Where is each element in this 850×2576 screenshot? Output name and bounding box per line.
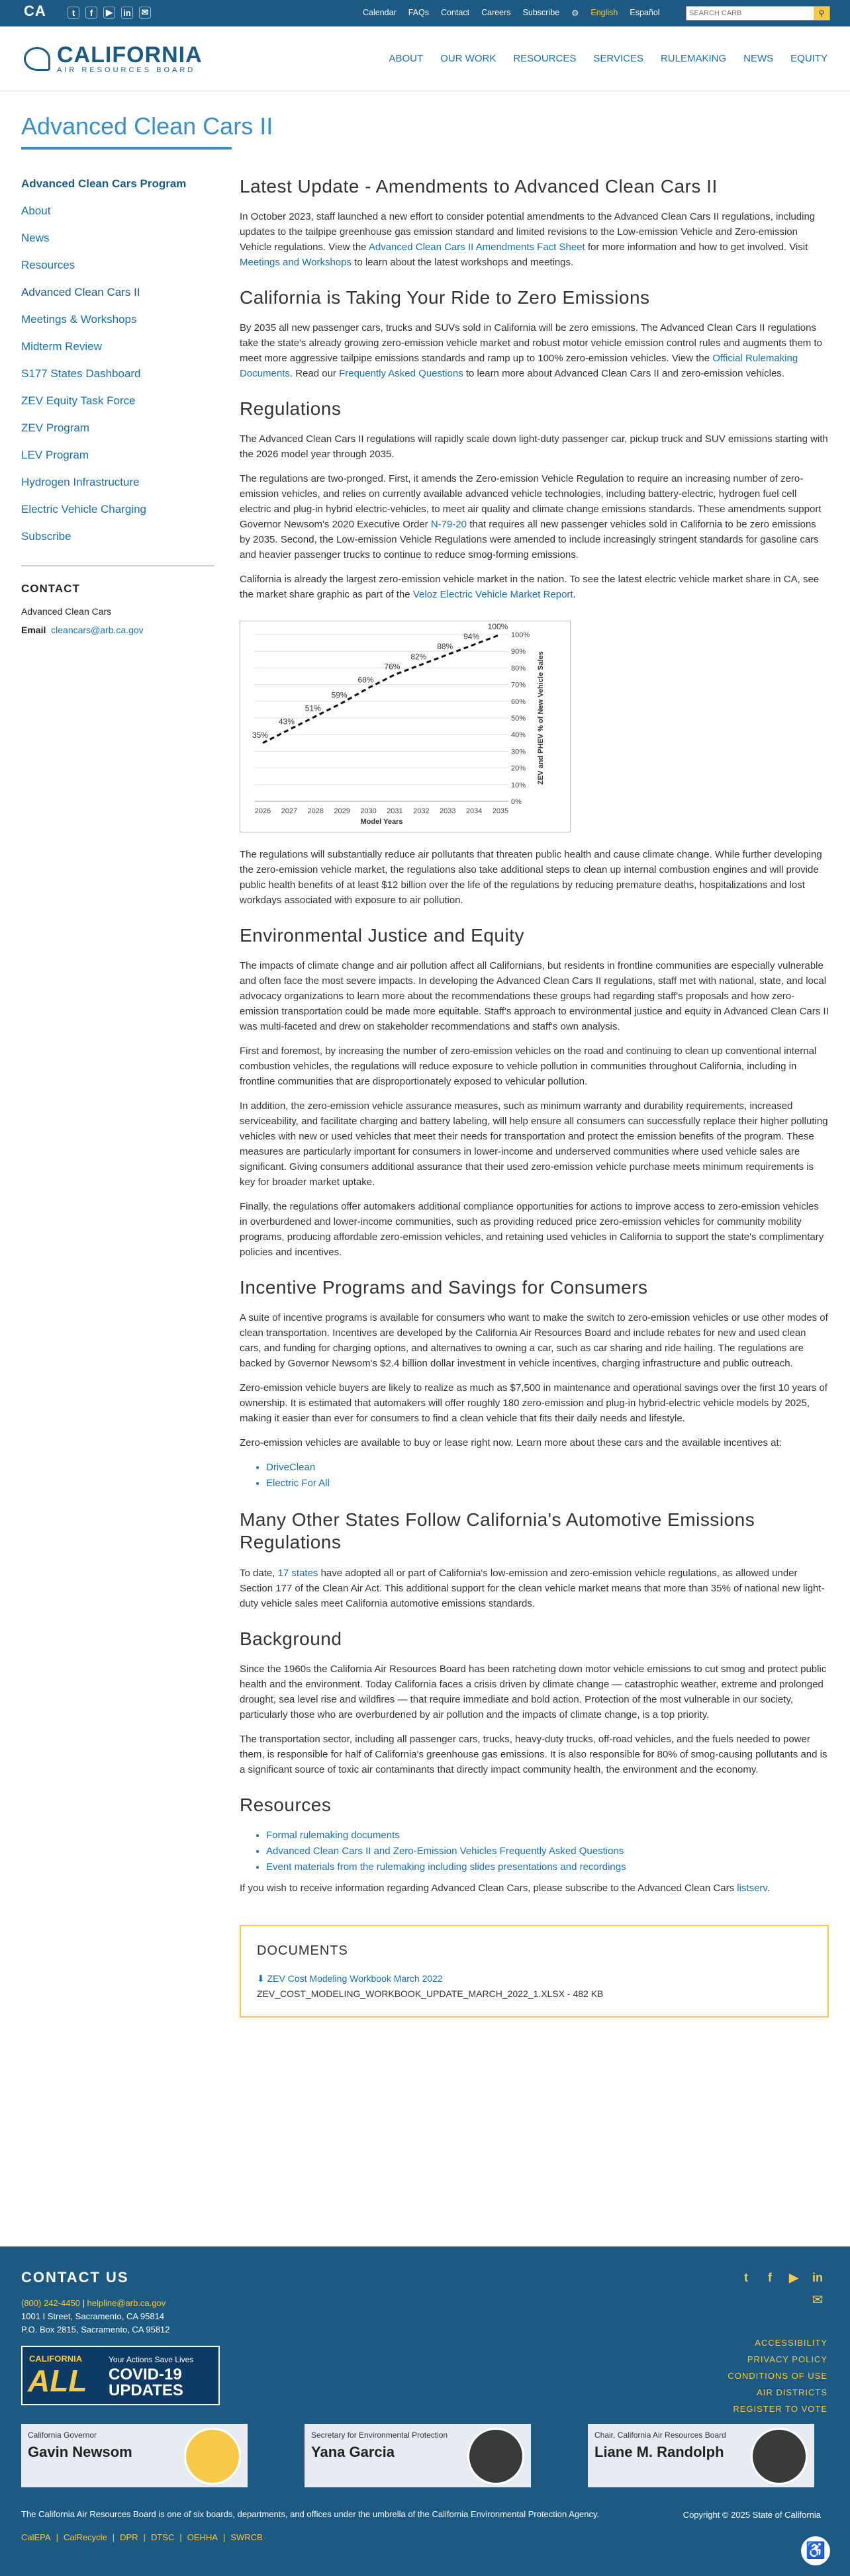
document-link-row bbox=[257, 1973, 812, 1984]
search-input[interactable] bbox=[686, 7, 812, 20]
email-icon[interactable]: ✉ bbox=[139, 7, 151, 19]
sidebar-item-news[interactable]: News bbox=[21, 232, 50, 244]
twitter-icon[interactable]: t bbox=[744, 2270, 748, 2284]
data-label: 94% bbox=[463, 632, 480, 642]
nav-about[interactable]: ABOUT bbox=[389, 53, 424, 64]
data-label: 51% bbox=[305, 703, 321, 713]
text: . Read our bbox=[289, 368, 340, 379]
y-tick-label: 30% bbox=[511, 748, 526, 756]
governor-card[interactable] bbox=[21, 2424, 248, 2487]
covid-updates: UPDATES bbox=[109, 2381, 183, 2399]
formal-rulemaking-link[interactable]: • Formal rulemaking documents bbox=[266, 1828, 829, 1843]
nav-rulemaking[interactable]: RULEMAKING bbox=[660, 53, 727, 64]
facebook-icon[interactable]: f bbox=[85, 7, 97, 19]
helpline-link[interactable]: helpline@arb.ca.gov bbox=[87, 2298, 166, 2308]
text: to learn about the latest workshops and meetings. bbox=[351, 257, 574, 268]
main-content bbox=[240, 172, 829, 2018]
faq-resource-link[interactable]: • Advanced Clean Cars II and Zero-Emission Vehicles Frequently Asked Questions bbox=[266, 1843, 829, 1859]
executive-order-link[interactable]: N-79-20 bbox=[430, 519, 467, 530]
text: for more information and how to get involved. Visit bbox=[585, 242, 808, 253]
utility-links bbox=[363, 8, 660, 18]
card-name: Gavin Newsom bbox=[28, 2444, 132, 2460]
settings-gear-icon[interactable]: ⚙ bbox=[571, 9, 579, 18]
dtsc-link[interactable]: DTSC bbox=[150, 2532, 175, 2542]
y-tick-label: 0% bbox=[511, 798, 522, 806]
text: to learn more about Advanced Clean Cars II and zero-emission vehicles. bbox=[463, 368, 784, 379]
sidebar-item-equity-task-force[interactable]: ZEV Equity Task Force bbox=[21, 394, 136, 407]
linkedin-icon[interactable]: in bbox=[121, 7, 133, 19]
incentives-paragraph-1: A suite of incentive programs is available for consumers who want to make the switch to zero-emission vehicles or use other modes of clean transportation. Incentives are developed by the California Air Resources Board and include rebates for new and used clean cars, and funding for charging options, and alternatives to owning a car, such as car sharing and ride hailing. The regulations are backed by Governor Newsom's $2.4 billion dollar investment in vehicle incentives, charging infrastructure and public outreach. bbox=[240, 1312, 828, 1369]
sidebar-item-midterm[interactable]: Midterm Review bbox=[21, 340, 102, 353]
section-heading-background: Background bbox=[240, 1628, 342, 1649]
avatar bbox=[467, 2428, 524, 2485]
sidebar-item-resources[interactable]: Resources bbox=[21, 259, 75, 271]
contact-heading: CONTACT bbox=[21, 582, 80, 595]
email-icon[interactable]: ✉ bbox=[812, 2293, 824, 2307]
register-to-vote-link[interactable]: REGISTER TO VOTE bbox=[733, 2404, 827, 2414]
x-tick-label: 2028 bbox=[307, 807, 324, 815]
card-role: Secretary for Environmental Protection bbox=[311, 2430, 448, 2440]
y-tick-label: 100% bbox=[511, 631, 530, 639]
nav-news[interactable]: NEWS bbox=[743, 53, 774, 64]
text: California is already the largest zero-emission vehicle market in the nation. To see the latest electric vehicle market share in CA, see the market share graphic as part of the bbox=[240, 574, 820, 600]
faqs-link[interactable]: FAQs bbox=[408, 8, 429, 17]
zev-sales-chart bbox=[240, 621, 571, 832]
youtube-icon[interactable]: ▶ bbox=[103, 7, 115, 19]
brand-name: CALIFORNIA bbox=[57, 42, 203, 67]
sidebar-item-zev[interactable]: ZEV Program bbox=[21, 422, 89, 434]
incentives-paragraph-3: Zero-emission vehicles are available to buy or lease right now. Learn more about these cars and the available incentives at: bbox=[240, 1437, 782, 1448]
download-icon: ⬇ bbox=[257, 1973, 265, 1984]
footer-phone-row: (800) 242-4450 | helpline@arb.ca.gov bbox=[21, 2298, 166, 2308]
x-tick-label: 2035 bbox=[492, 807, 509, 815]
ca-logo-mini[interactable]: CA bbox=[24, 3, 46, 19]
title-underline bbox=[21, 147, 232, 150]
email-label: Email bbox=[21, 625, 46, 635]
card-role: Chair, California Air Resources Board bbox=[594, 2430, 726, 2440]
covid-title: COVID-19 bbox=[109, 2366, 182, 2383]
site-header bbox=[0, 26, 850, 91]
data-label: 88% bbox=[437, 642, 453, 652]
main-nav bbox=[389, 53, 827, 64]
covid-ca: CALIFORNIA bbox=[29, 2354, 83, 2364]
amendments-fact-sheet-link[interactable]: Advanced Clean Cars II Amendments Fact Sheet bbox=[368, 242, 585, 253]
sidebar-item-subscribe[interactable]: Subscribe bbox=[21, 530, 71, 543]
contact-link[interactable]: Contact bbox=[441, 8, 470, 17]
sub-agency-links: CalEPA | CalRecycle | DPR | DTSC | OEHHA | SWRCB bbox=[21, 2532, 263, 2542]
ca-all-badge bbox=[184, 2428, 241, 2485]
data-label: 82% bbox=[410, 652, 427, 662]
data-label: 59% bbox=[331, 690, 348, 700]
contact-email-link[interactable]: cleancars@arb.ca.gov bbox=[51, 625, 144, 635]
nav-resources[interactable]: RESOURCES bbox=[513, 53, 577, 64]
footer-links bbox=[728, 2338, 827, 2421]
y-tick-label: 70% bbox=[511, 681, 526, 689]
y-tick-label: 80% bbox=[511, 664, 526, 673]
careers-link[interactable]: Careers bbox=[481, 8, 511, 17]
air-districts-link[interactable]: AIR DISTRICTS bbox=[757, 2387, 827, 2397]
section-heading-latest-update: Latest Update - Amendments to Advanced Clean Cars II bbox=[240, 176, 718, 197]
conditions-of-use-link[interactable]: CONDITIONS OF USE bbox=[728, 2371, 827, 2381]
secretary-card[interactable] bbox=[305, 2424, 531, 2487]
california-logo-icon bbox=[24, 47, 50, 71]
covid-all: ALL bbox=[28, 2364, 87, 2398]
brand-subtitle: AIR RESOURCES BOARD bbox=[57, 66, 196, 74]
y-tick-label: 10% bbox=[511, 781, 526, 789]
copyright: Copyright © 2025 State of California bbox=[683, 2510, 821, 2520]
sidebar-item-acc2[interactable]: Advanced Clean Cars II bbox=[21, 286, 140, 298]
incentives-paragraph-2: Zero-emission vehicle buyers are likely to realize as much as $7,500 in maintenance and operational savings over the first 10 years of ownership. It is estimated that automakers will offer roughly 180 zero-emission and plug-in hybrid-electric vehicle models by 2025, making it easier than ever for consumers to find a clean vehicle that fits their daily needs and lifestyle. bbox=[240, 1382, 827, 1424]
youtube-icon[interactable]: ▶ bbox=[789, 2270, 798, 2284]
ej-paragraph-2: First and foremost, by increasing the number of zero-emission vehicles on the road and continuing to clean up conventional internal combustion vehicles, the regulations will reduce exposure to vehicle pollution in communities throughout California, including in frontline communities that are disproportionately exposed to vehicular pollution. bbox=[240, 1045, 817, 1087]
x-tick-label: 2034 bbox=[465, 807, 483, 815]
17-states-link[interactable]: 17 states bbox=[277, 1568, 318, 1579]
section-heading-ej: Environmental Justice and Equity bbox=[240, 925, 524, 946]
text: If you wish to receive information regarding Advanced Clean Cars, please subscribe to the Advanced Clean Cars bbox=[240, 1883, 737, 1894]
regulations-paragraph-1: The Advanced Clean Cars II regulations will rapidly scale down light-duty passenger car, pickup truck and SUV emissions starting with the 2026 model year through 2035. bbox=[240, 433, 828, 460]
top-utility-bar bbox=[0, 0, 850, 26]
regulations-paragraph-2 bbox=[240, 471, 829, 562]
sidebar-item-ev-charging[interactable]: Electric Vehicle Charging bbox=[21, 503, 146, 515]
footer-address-1: 1001 I Street, Sacramento, CA 95814 bbox=[21, 2311, 165, 2321]
ej-paragraph-3: In addition, the zero-emission vehicle assurance measures, such as minimum warranty and durability requirements, increased serviceability, and facilitate charging and battery labeling, will help ensure all consumers can successfully replace their higher polluting vehicles with new or used vehicles that meet their needs for transportation and protect the emission benefits of the program. These measures are particularly important for consumers in lower-income and underserved communities where used vehicle sales are significant. Giving consumers additional assurance that their used zero-emission vehicle purchase meets minimum requirements is key for broader market uptake. bbox=[240, 1100, 828, 1188]
text: To date, bbox=[240, 1568, 278, 1579]
latest-update-paragraph bbox=[240, 209, 829, 270]
section-heading-regulations: Regulations bbox=[240, 398, 342, 419]
zev-sales-chart-svg bbox=[240, 621, 570, 832]
x-tick-label: 2030 bbox=[360, 807, 377, 815]
y-tick-label: 50% bbox=[511, 715, 526, 723]
zev-workbook-link[interactable]: ZEV Cost Modeling Workbook March 2022 bbox=[267, 1973, 443, 1984]
footer-address-2: P.O. Box 2815, Sacramento, CA 95812 bbox=[21, 2325, 170, 2334]
accessibility-icon[interactable]: ♿ bbox=[801, 2536, 830, 2565]
data-label: 35% bbox=[252, 730, 269, 740]
covid-updates-banner[interactable] bbox=[21, 2346, 220, 2405]
data-label: 100% bbox=[487, 622, 508, 631]
phone-link[interactable]: (800) 242-4450 bbox=[21, 2298, 80, 2308]
regulations-paragraph-4: The regulations will substantially reduce air pollutants that threaten public health and cause climate change. While further developing the zero-emission vehicle market, the regulations also take additional steps to clean up internal combustion engines and will provide public health benefits of at least $12 billion over the life of the regulations by reducing premature deaths, hospitalizations and lost workdays associated with exposure to air pollution. bbox=[240, 849, 822, 906]
social-links bbox=[68, 7, 151, 19]
sidebar bbox=[21, 175, 214, 643]
chair-card[interactable] bbox=[588, 2424, 814, 2487]
sidebar-item-meetings[interactable]: Meetings & Workshops bbox=[21, 313, 137, 326]
documents-heading: DOCUMENTS bbox=[257, 1943, 348, 1958]
y-axis-label: ZEV and PHEV % of New Vehicle Sales bbox=[537, 651, 545, 785]
section-heading-zero-emissions: California is Taking Your Ride to Zero Emissions bbox=[240, 287, 650, 308]
event-materials-link[interactable]: • Event materials from the rulemaking including slides presentations and recordings bbox=[266, 1859, 829, 1875]
text: . bbox=[573, 589, 576, 600]
subscribe-link[interactable]: Subscribe bbox=[522, 8, 560, 17]
x-tick-label: 2031 bbox=[387, 807, 403, 815]
calendar-link[interactable]: Calendar bbox=[363, 8, 397, 17]
swrcb-link[interactable]: SWRCB bbox=[230, 2532, 263, 2542]
listserv-link[interactable]: listserv bbox=[737, 1883, 767, 1894]
privacy-policy-link[interactable]: PRIVACY POLICY bbox=[747, 2354, 827, 2364]
twitter-icon[interactable]: t bbox=[68, 7, 79, 19]
rulemaking-documents-link[interactable]: Official Rulemaking Documents bbox=[240, 353, 798, 379]
text: . bbox=[767, 1883, 770, 1894]
y-tick-label: 60% bbox=[511, 697, 526, 706]
text: In October 2023, staff launched a new effort to consider potential amendments to the Advanced Clean Cars II regulations, including updates to the tailpipe greenhouse gas emission standard and limited revisions to the Low-emission Vehicle and Zero-emission Vehicle regulations. View the bbox=[240, 211, 816, 253]
data-label: 43% bbox=[278, 717, 295, 727]
carb-logo[interactable] bbox=[24, 44, 203, 74]
text: By 2035 all new passenger cars, trucks and SUVs sold in California will be zero emissions. The Advanced Clean Cars II regulations take the state's already growing zero-emission vehicle market and robust motor vehicle emission control rules and augments them to meet more aggressive tailpipe emissions standards and ramp up to 100% zero-emission vehicles. View the bbox=[240, 322, 822, 364]
y-tick-label: 20% bbox=[511, 764, 526, 773]
electric-for-all-link[interactable]: • Electric For All bbox=[266, 1476, 829, 1491]
documents-box bbox=[240, 1925, 829, 2018]
regulations-paragraph-3 bbox=[240, 572, 829, 602]
search-box bbox=[686, 6, 830, 21]
ej-paragraph-1: The impacts of climate change and air pollution affect all Californians, but residents in frontline communities are especially vulnerable and often face the most severe impacts. In developing the Advanced Clean Cars II regulations, staff met with national, state, and local advocacy organizations to learn more about the recommendations these groups had regarding staff's proposals and how zero-emission transportation could be made more equitable. Staff's approach to environmental justice and equity in Advanced Clean Cars II was multi-faceted and drew on stakeholder recommendations and staff's own analysis. bbox=[240, 960, 829, 1032]
data-label: 76% bbox=[384, 662, 401, 672]
x-tick-label: 2029 bbox=[334, 807, 350, 815]
nav-services[interactable]: SERVICES bbox=[593, 53, 643, 64]
series-line bbox=[263, 635, 500, 743]
x-tick-label: 2026 bbox=[254, 807, 271, 815]
contact-name: Advanced Clean Cars bbox=[21, 606, 112, 617]
covid-tagline: Your Actions Save Lives bbox=[109, 2355, 194, 2364]
site-footer bbox=[0, 2246, 850, 2576]
section-heading-resources: Resources bbox=[240, 1795, 332, 1815]
listserv-paragraph bbox=[240, 1881, 829, 1896]
search-icon[interactable]: ⚲ bbox=[814, 7, 829, 20]
section-heading-other-states: Many Other States Follow California's Automotive Emissions Regulations bbox=[240, 1509, 755, 1552]
section-heading-incentives: Incentive Programs and Savings for Consumers bbox=[240, 1277, 648, 1298]
text: have adopted all or part of California's low-emission and zero-emission vehicle regulations, as allowed under Section 177 of the Clean Air Act. This additional support for the clean vehicle market means that more than 35% of national new light-duty vehicle sales meet California automotive emissions standards. bbox=[240, 1568, 825, 1609]
text: that requires all new passenger vehicles sold in California to be zero emissions by 2035. Second, the Low-emission Vehicle Regulations were amended to include increasingly stringent standards for gasoline cars and heavier passenger trucks to continue to reduce smog-forming emissions. bbox=[240, 519, 819, 560]
nav-our-work[interactable]: OUR WORK bbox=[440, 53, 496, 64]
sidebar-item-program[interactable]: Advanced Clean Cars Program bbox=[21, 177, 187, 190]
faq-link[interactable]: Frequently Asked Questions bbox=[339, 368, 463, 379]
document-filename: ZEV_COST_MODELING_WORKBOOK_UPDATE_MARCH_2022_1.XLSX - 482 KB bbox=[257, 1988, 604, 1999]
language-english[interactable]: English bbox=[590, 8, 618, 17]
card-name: Liane M. Randolph bbox=[594, 2444, 724, 2460]
background-paragraph-1: Since the 1960s the California Air Resources Board has been ratcheting down motor vehicle emissions to cut smog and protect public health and the environment. Today California faces a crisis driven by climate change — catastrophic weather, extreme and prolonged drought, sea level rise and wildfires — that require immediate and bold action. Protection of the most vulnerable in our society, particularly those who are overburdened by air pollution and the impacts of climate change, is a top priority. bbox=[240, 1664, 827, 1720]
meetings-workshops-link[interactable]: Meetings and Workshops bbox=[240, 257, 352, 268]
background-paragraph-2: The transportation sector, including all passenger cars, trucks, heavy-duty trucks, off-road vehicles, and the fuels needed to power them, is responsible for half of California's greenhouse gas emissions. It is also responsible for 80% of smog-causing pollutants and is a significant source of toxic air contaminants that directly impact community health, the environment and the economy. bbox=[240, 1734, 827, 1775]
sidebar-item-hydrogen[interactable]: Hydrogen Infrastructure bbox=[21, 476, 140, 488]
oehha-link[interactable]: OEHHA bbox=[187, 2532, 218, 2542]
sidebar-item-about[interactable]: About bbox=[21, 204, 51, 217]
y-tick-label: 90% bbox=[511, 648, 526, 656]
dpr-link[interactable]: DPR bbox=[120, 2532, 138, 2542]
calepa-link[interactable]: CalEPA bbox=[21, 2532, 51, 2542]
contact-us-heading: CONTACT US bbox=[21, 2269, 129, 2286]
card-role: California Governor bbox=[28, 2430, 97, 2440]
data-label: 68% bbox=[357, 675, 374, 685]
language-espanol[interactable]: Español bbox=[630, 8, 660, 17]
sidebar-item-lev[interactable]: LEV Program bbox=[21, 449, 89, 461]
text: The regulations are two-pronged. First, it amends the Zero-emission Vehicle Regulation to require an increasing number of zero-emission vehicles, and relies on currently available advanced vehicle technologies, including battery-electric, hydrogen fuel cell electric and plug-in hybrid electric-vehicles, to meet air quality and climate change emissions standards. These amendments support Governor Newsom's 2020 Executive Order bbox=[240, 473, 822, 530]
sidebar-divider bbox=[21, 565, 214, 566]
sidebar-item-s177[interactable]: S177 States Dashboard bbox=[21, 367, 141, 380]
footer-description: The California Air Resources Board is one of six boards, departments, and offices under the umbrella of the California Environmental Protection Agency. bbox=[21, 2509, 600, 2519]
other-states-paragraph bbox=[240, 1566, 829, 1611]
nav-equity[interactable]: EQUITY bbox=[790, 53, 827, 64]
avatar bbox=[751, 2428, 808, 2485]
x-tick-label: 2027 bbox=[281, 807, 298, 815]
footer-social bbox=[737, 2269, 826, 2286]
resource-links bbox=[266, 1828, 829, 1875]
contact-email-row bbox=[21, 625, 214, 635]
veloz-report-link[interactable]: Veloz Electric Vehicle Market Report bbox=[412, 589, 573, 600]
x-tick-label: 2032 bbox=[413, 807, 430, 815]
card-name: Yana Garcia bbox=[311, 2444, 395, 2460]
incentive-links bbox=[266, 1460, 829, 1491]
accessibility-link[interactable]: ACCESSIBILITY bbox=[755, 2338, 827, 2348]
y-tick-label: 40% bbox=[511, 731, 526, 740]
page-title: Advanced Clean Cars II bbox=[21, 112, 273, 140]
ej-paragraph-4: Finally, the regulations offer automakers additional compliance opportunities for actions to improve access to zero-emission vehicles in overburdened and lower-income communities, such as providing reduced price zero-emission vehicles for community mobility programs, producing affordable zero-emission vehicles, and retaining used vehicles in California to support the state's complimentary policies and incentives. bbox=[240, 1201, 824, 1258]
zero-emissions-paragraph bbox=[240, 320, 829, 381]
linkedin-icon[interactable]: in bbox=[812, 2270, 823, 2284]
calrecycle-link[interactable]: CalRecycle bbox=[63, 2532, 107, 2542]
facebook-icon[interactable]: f bbox=[768, 2270, 772, 2284]
x-axis-label: Model Years bbox=[360, 818, 403, 826]
driveclean-link[interactable]: • DriveClean bbox=[266, 1460, 829, 1476]
x-tick-label: 2033 bbox=[439, 807, 456, 815]
